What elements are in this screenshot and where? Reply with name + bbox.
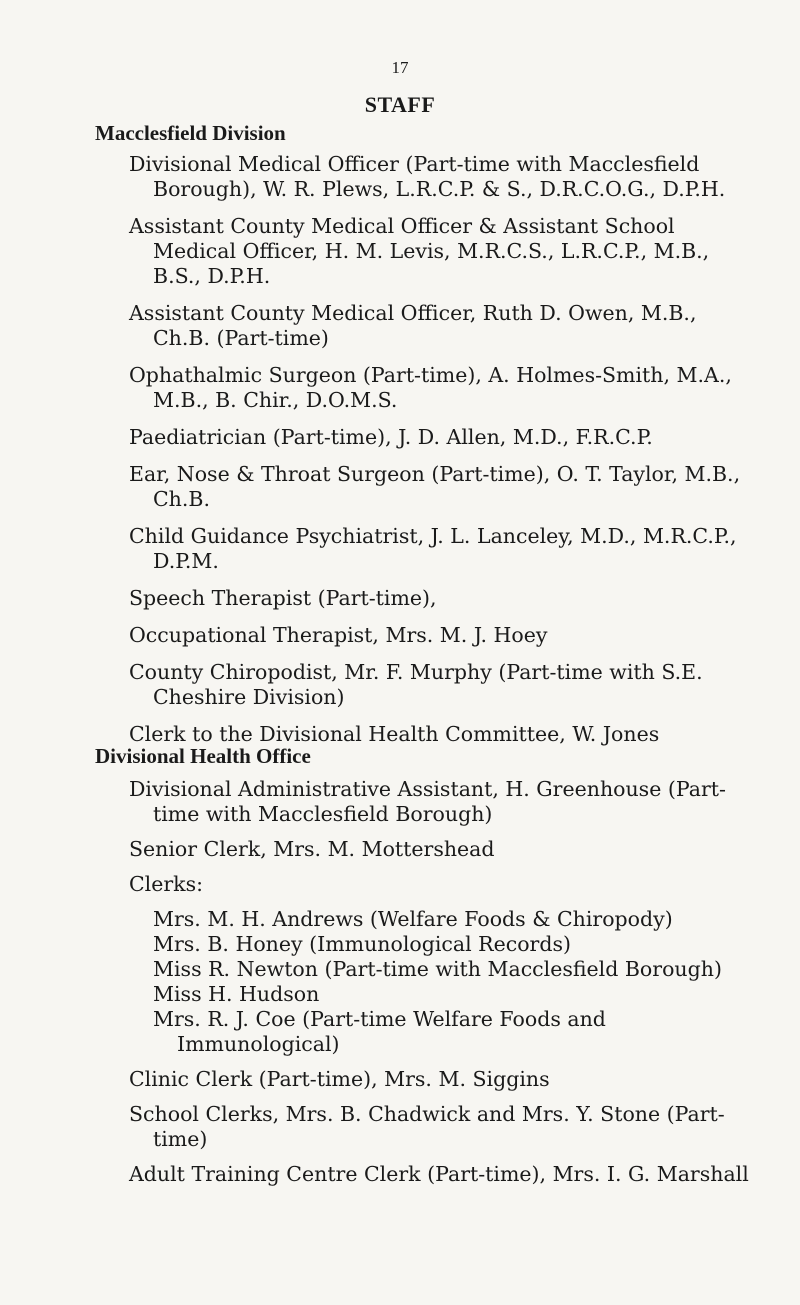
list-item: Assistant County Medical Officer & Assistant School Medical Officer, H. M. Levis, M.R.C.S., L.R.C.P., M.B., B.S., D.P.H. (129, 214, 710, 288)
list-item: Miss H. Hudson (153, 982, 320, 1006)
list-item: County Chiropodist, Mr. F. Murphy (Part-time with S.E. Cheshire Division) (129, 660, 703, 709)
list-item: Ear, Nose & Throat Surgeon (Part-time), O. T. Taylor, M.B., Ch.B. (129, 462, 741, 511)
list-item: Paediatrician (Part-time), J. D. Allen, M.D., F.R.C.P. (129, 425, 653, 449)
macclesfield-staff-list (129, 152, 759, 747)
list-item: Mrs. R. J. Coe (Part-time Welfare Foods and Immunological) (153, 1007, 606, 1056)
list-item: Child Guidance Psychiatrist, J. L. Lanceley, M.D., M.R.C.P., D.P.M. (129, 524, 737, 573)
list-item: Occupational Therapist, Mrs. M. J. Hoey (129, 623, 548, 647)
list-item: School Clerks, Mrs. B. Chadwick and Mrs. Y. Stone (Part-time) (129, 1102, 725, 1151)
section-heading-divisional-health-office: Divisional Health Office (95, 744, 311, 768)
section-heading-macclesfield-division: Macclesfield Division (95, 121, 286, 145)
page-title: STAFF (364, 92, 436, 117)
list-item: Ophathalmic Surgeon (Part-time), A. Holmes-Smith, M.A., M.B., B. Chir., D.O.M.S. (129, 363, 732, 412)
list-item: Miss R. Newton (Part-time with Macclesfield Borough) (153, 957, 722, 981)
health-office-staff-list (129, 777, 759, 1187)
list-item: Assistant County Medical Officer, Ruth D. Owen, M.B., Ch.B. (Part-time) (129, 301, 697, 350)
list-item: Divisional Administrative Assistant, H. Greenhouse (Part-time with Macclesfield Borough) (129, 777, 726, 826)
list-item: Clinic Clerk (Part-time), Mrs. M. Siggins (129, 1067, 550, 1091)
page-number: 17 (391, 58, 409, 77)
list-item: Divisional Medical Officer (Part-time with Macclesfield Borough), W. R. Plews, L.R.C.P. & S., D.R.C.O.G., D.P.H. (129, 152, 726, 201)
list-item: Senior Clerk, Mrs. M. Mottershead (129, 837, 495, 861)
list-item: Mrs. M. H. Andrews (Welfare Foods & Chiropody) (153, 907, 673, 931)
list-item: Speech Therapist (Part-time), (129, 586, 437, 610)
list-item: Clerk to the Divisional Health Committee, W. Jones (129, 722, 660, 746)
list-item: Clerks: (129, 872, 204, 896)
clerks-list (129, 907, 759, 1057)
list-item: Adult Training Centre Clerk (Part-time), Mrs. I. G. Marshall (129, 1162, 749, 1186)
list-item: Mrs. B. Honey (Immunological Records) (153, 932, 571, 956)
